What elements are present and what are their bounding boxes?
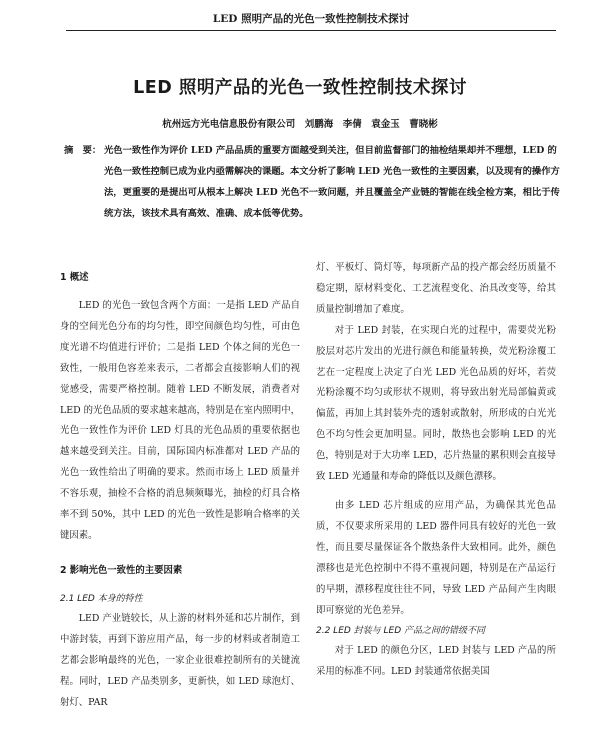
author-line: 杭州远方光电信息股份有限公司 刘鹏海 李倩 袁金玉 曹晓彬 [162, 119, 438, 130]
packaging-paragraph: 对于 LED 封装，在实现白光的过程中，需要荧光粉胶层对芯片发出的光进行颜色和能量转换，荧光粉涂覆工艺在一定程度上决定了白光 LED 光色品质的好坏，若荧光粉涂覆不均匀或形状不规则，将导致出射光局部偏黄或偏蓝，再加上其封装外壳的透射或散射，所形成的白光光色不均匀性会更加明显。同时，散热也会影响 LED 的光色，特别是对于大功率 LED，芯片热量的累积则会直接导致 LED 光通量和寿命的降低以及颜色漂移。 [316, 324, 556, 483]
left-column [60, 268, 300, 713]
continued-paragraph: 灯、平板灯、筒灯等，每项新产品的投产都会经历质量不稳定期，原材料变化、工艺流程变化、治具改变等，给其质量控制增加了难度。 [316, 262, 556, 315]
article-title: LED 照明产品的光色一致性控制技术探讨 [133, 78, 467, 98]
section-2-1-heading: 2.1 LED 本身的特性 [60, 593, 143, 604]
section-2-2-paragraph: 对于 LED 的颜色分区，LED 封装与 LED 产品的所采用的标准不同。LED 封装通常依据美国 [316, 645, 556, 678]
right-column [316, 258, 556, 683]
abstract-label: 摘 要： [64, 145, 102, 156]
section-2-2-heading: 2.2 LED 封装与 LED 产品之间的错级不同 [316, 626, 486, 637]
abstract-text: 光色一致性作为评价 LED 产品品质的重要方面越受到关注，但目前监督部门的抽检结果却并不理想，LED 的光色一致性控制已成为业内亟需解决的课题。本文分析了影响 LED 光色一致性的主要因素，以及现有的操作方法，更重要的是提出可从根本上解决 LED 光色不一致问题，并且覆盖全产业链的智能在线全检方案，相比于传统方法，该技术具有高效、准确、成本低等优势。 [104, 145, 560, 219]
section-1-heading: 1 概述 [60, 272, 89, 283]
section-2-heading: 2 影响光色一致性的主要因素 [60, 564, 183, 576]
section-2-1-paragraph: LED 产业链较长，从上游的材料外延和芯片制作，到中游封装，再到下游应用产品，每一步的材料或者制造工艺都会影响最终的光色，一家企业很难控制所有的关键流程。同时，LED 产品类别多，更新快，如 LED 球泡灯、射灯、PAR [60, 612, 300, 708]
running-header: LED 照明产品的光色一致性控制技术探讨 [66, 10, 556, 31]
abstract [64, 140, 560, 224]
multi-chip-paragraph: 由多 LED 芯片组成的应用产品，为确保其光色品质，不仅要求所采用的 LED 器件同具有较好的光色一致性，而且要尽量保证各个散热条件大致相同。此外，颜色漂移也是光色控制中不得不重视问题，特别是在产品运行的早期，漂移程度往往不同，导致 LED 产品间产生肉眼即可察觉的光色差异。 [316, 499, 556, 616]
section-1-paragraph: LED 的光色一致包含两个方面：一是指 LED 产品自身的空间光色分布的均匀性，即空间颜色均匀性，可由色度光谱不均值进行评价；二是指 LED 个体之间的光色一致性，一般用色容差来表示，二者都会直接影响人们的视觉感受，需要严格控制。随着 LED 不断发展，消费者对 LED 的光色品质的要求越来越高，特别是在室内照明中，光色一致性作为评价 LED 灯具的光色品质的重要依据也越来越受到关注。目前，国际国内标准都对 LED 产品的光色一致性给出了明确的要求。然而市场上 LED 质量并不容乐观，抽检不合格的消息频频曝光，抽检的灯具合格率不到 50%，其中 LED 的光色一致性是影响合格率的关键因素。 [60, 300, 300, 541]
